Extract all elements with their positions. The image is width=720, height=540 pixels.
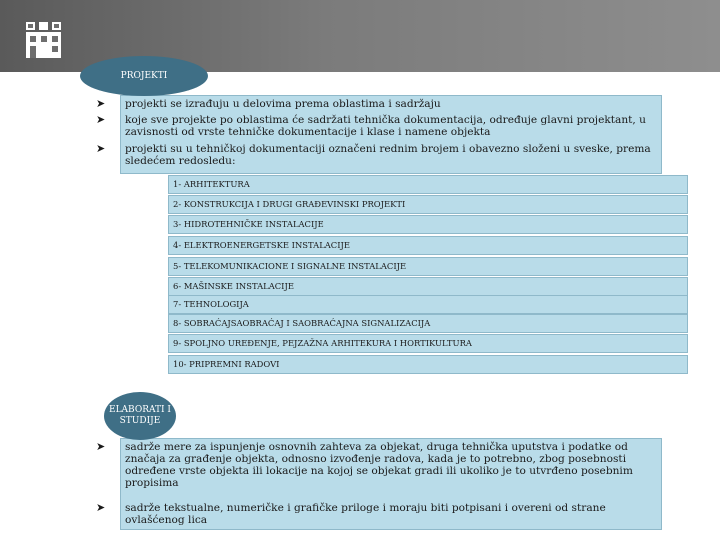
arrow-bullet-icon: ➤ xyxy=(96,440,106,453)
arrow-bullet-icon: ➤ xyxy=(96,142,106,155)
section-label-line: ELABORATI I xyxy=(109,405,171,415)
list-item: 3- HIDROTEHNIČKE INSTALACIJE xyxy=(168,215,688,234)
list-item: 9- SPOLJNO UREĐENJE, PEJZAŽNA ARHITEKURA I HORTIKULTURA xyxy=(168,334,688,353)
list-item: 5- TELEKOMUNIKACIONE I SIGNALNE INSTALACIJE xyxy=(168,257,688,276)
section-label-line: STUDIJE xyxy=(119,416,161,426)
bullet-text: projekti se izrađuju u delovima prema oblastima i sadržaju xyxy=(125,98,441,110)
section-label-elaborati xyxy=(104,392,176,440)
section-label-projekti xyxy=(80,56,208,96)
list-item: 7- TEHNOLOGIJA xyxy=(168,295,688,314)
bullet-text: koje sve projekte po oblastima će sadržati tehnička dokumentacija, određuje glavni projektant, u zavisnosti od vrste tehničke dokumentacije i klase i namene objekta xyxy=(125,114,646,138)
bullet-text: projekti su u tehničkoj dokumentaciji označeni rednim brojem i obavezno složeni u sveske, prema sledećem redosledu: xyxy=(125,143,651,167)
list-item: 1- ARHITEKTURA xyxy=(168,175,688,194)
list-item: 4- ELEKTROENERGETSKE INSTALACIJE xyxy=(168,236,688,255)
list-item: 6- MAŠINSKE INSTALACIJE xyxy=(168,277,688,296)
list-item: 10- PRIPREMNI RADOVI xyxy=(168,355,688,374)
building-logo-icon xyxy=(24,20,64,60)
section-label-text: PROJEKTI xyxy=(120,70,168,81)
bullet-text: sadrže mere za ispunjenje osnovnih zahteva za objekat, druga tehnička uputstva i podatke od značaja za građenje objekta, odnosno izvođenje radova, kada je to potrebno, zbog posebnosti određene vrste objekta ili lokacije na kojoj se objekat gradi ili ukoliko je to utvrđeno posebnim propisima xyxy=(125,441,633,489)
list-item: 8- SOBRAĆAJSAOBRAĆAJ I SAOBRAĆAJNA SIGNALIZACIJA xyxy=(168,314,688,333)
arrow-bullet-icon: ➤ xyxy=(96,113,106,126)
arrow-bullet-icon: ➤ xyxy=(96,501,106,514)
bullet-text: sadrže tekstualne, numeričke i grafičke priloge i moraju biti potpisani i overeni od strane ovlašćenog lica xyxy=(125,502,606,526)
list-item: 2- KONSTRUKCIJA I DRUGI GRAĐEVINSKI PROJEKTI xyxy=(168,195,688,214)
arrow-bullet-icon: ➤ xyxy=(96,97,106,110)
